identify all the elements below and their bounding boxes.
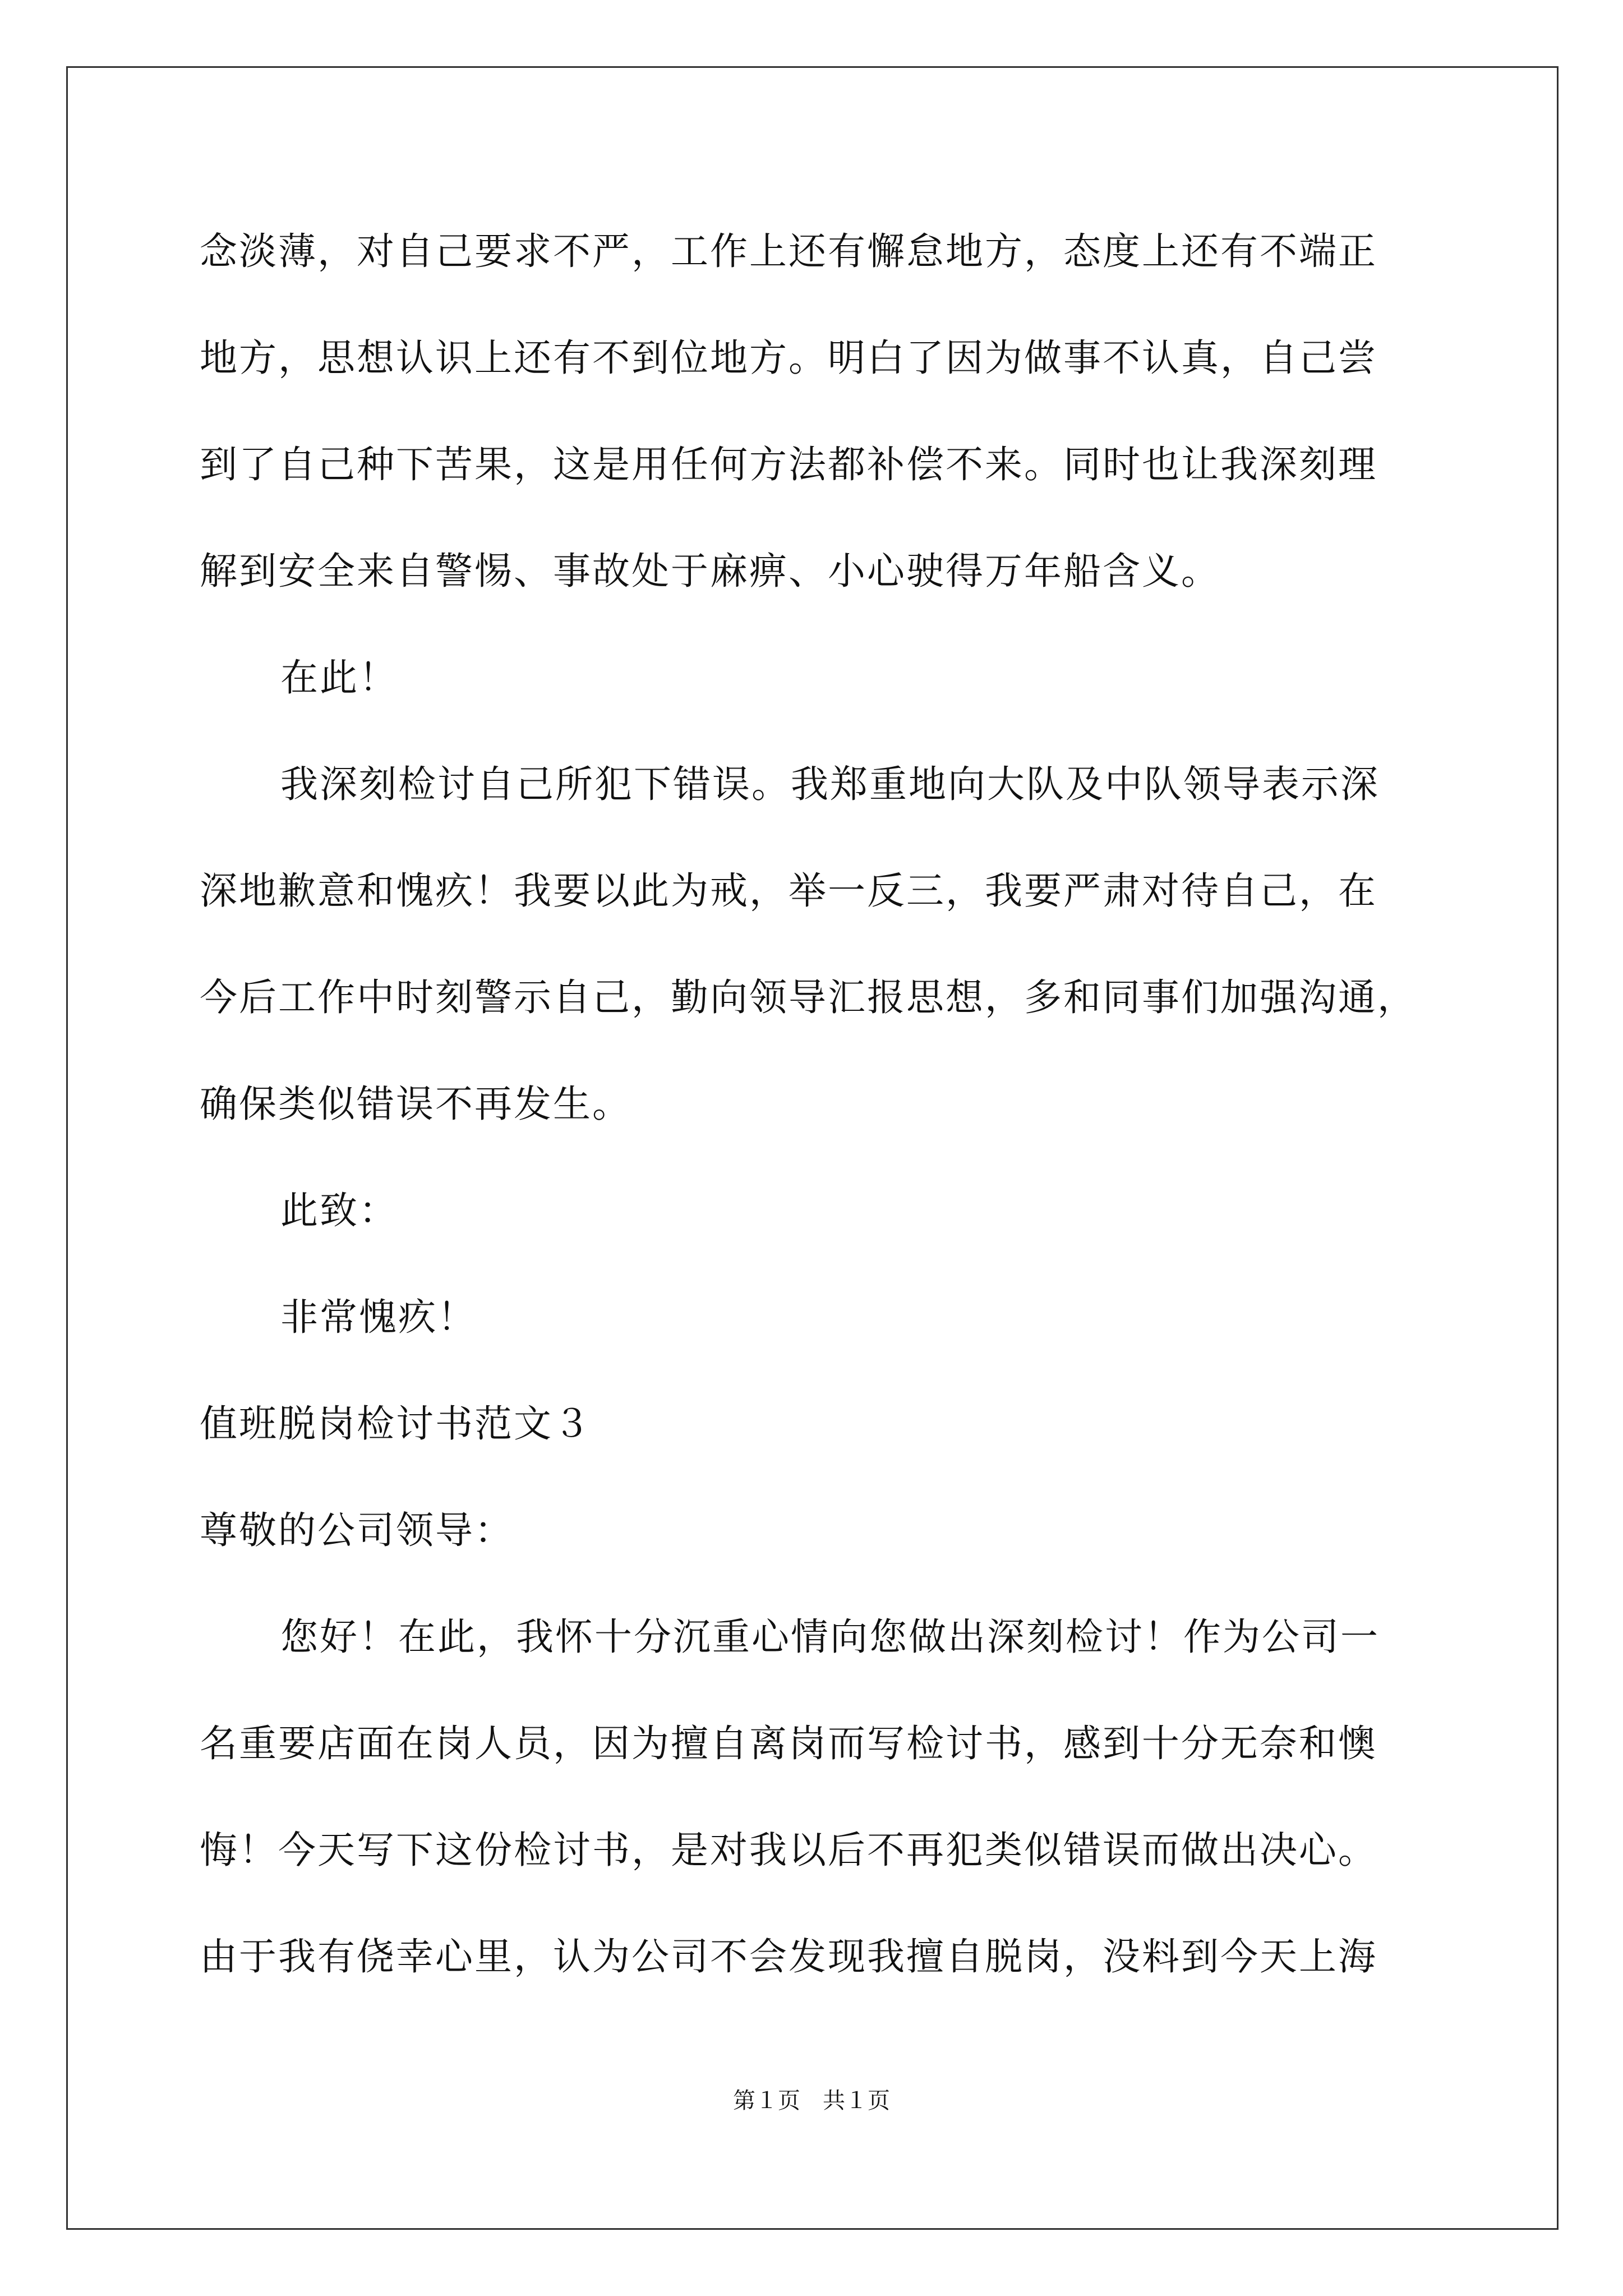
text-line: 解到安全来自警惕、事故处于麻痹、小心驶得万年船含义。 bbox=[200, 549, 1220, 593]
closing-line: 非常愧疚！ bbox=[280, 1295, 477, 1339]
text-line: 今后工作中时刻警示自己，勤向领导汇报思想，多和同事们加强沟通， bbox=[200, 976, 1417, 1019]
text-line: 我深刻检讨自己所犯下错误。我郑重地向大队及中队领导表示深 bbox=[280, 762, 1380, 806]
section-heading: 值班脱岗检讨书范文３ bbox=[200, 1402, 592, 1446]
text-line: 名重要店面在岗人员，因为擅自离岗而写检讨书，感到十分无奈和懊 bbox=[200, 1722, 1377, 1765]
page-footer: 第１页 共１页 bbox=[733, 2088, 890, 2114]
text-line: 到了自己种下苦果，这是用任何方法都补偿不来。同时也让我深刻理 bbox=[200, 443, 1377, 486]
text-line: 确保类似错误不再发生。 bbox=[200, 1082, 631, 1126]
text-line: 悔！今天写下这份检讨书，是对我以后不再犯类似错误而做出决心。 bbox=[200, 1828, 1377, 1872]
text-line: 念淡薄，对自己要求不严，工作上还有懈怠地方，态度上还有不端正 bbox=[200, 229, 1377, 273]
salutation-line: 尊敬的公司领导： bbox=[200, 1508, 514, 1552]
closing-line: 此致： bbox=[280, 1189, 398, 1232]
text-line: 由于我有侥幸心里，认为公司不会发现我擅自脱岗，没料到今天上海 bbox=[200, 1935, 1377, 1978]
text-line: 深地歉意和愧疚！我要以此为戒，举一反三，我要严肃对待自己，在 bbox=[200, 869, 1377, 913]
text-line: 在此！ bbox=[280, 656, 398, 700]
page-border bbox=[66, 66, 1559, 2230]
text-line: 您好！在此，我怀十分沉重心情向您做出深刻检讨！作为公司一 bbox=[280, 1615, 1380, 1659]
text-line: 地方，思想认识上还有不到位地方。明白了因为做事不认真，自己尝 bbox=[200, 336, 1377, 380]
